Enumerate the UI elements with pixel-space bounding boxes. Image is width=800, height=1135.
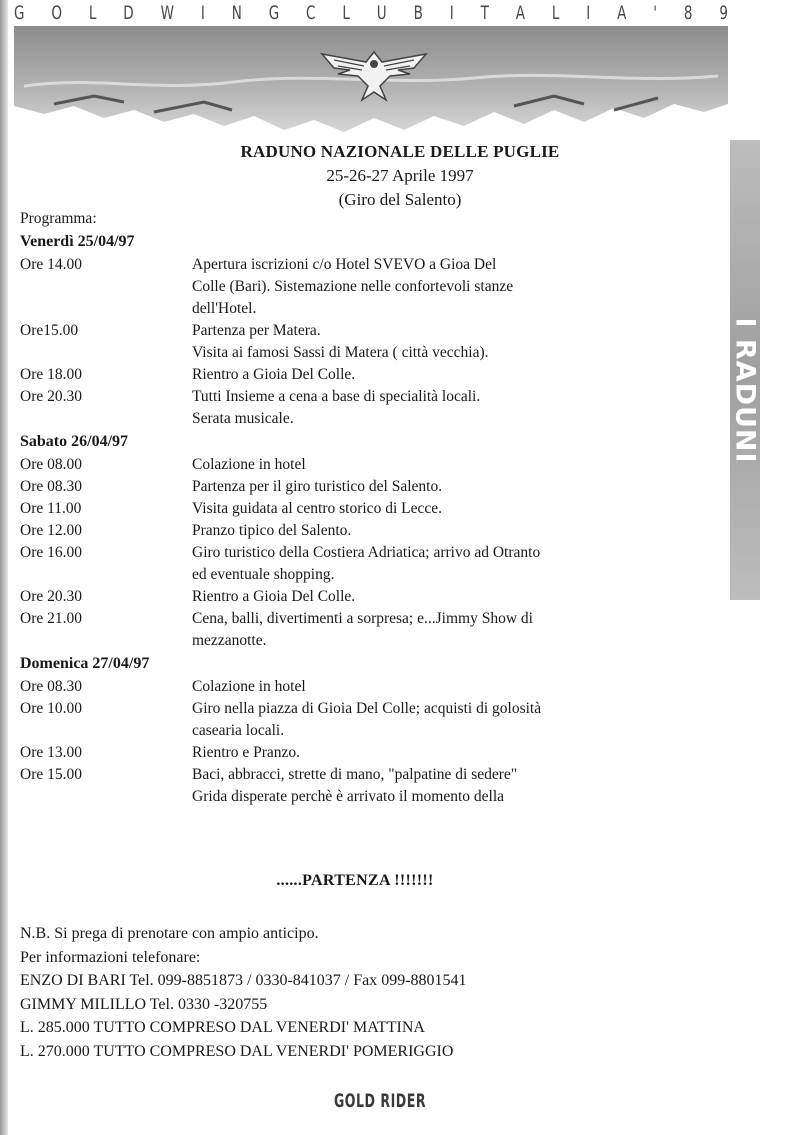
program-label: Programma: xyxy=(20,210,97,227)
schedule-row xyxy=(20,586,700,608)
header-letter: L xyxy=(551,1,560,24)
schedule-row xyxy=(20,498,700,520)
day-heading: Domenica 27/04/97 xyxy=(20,655,150,672)
schedule-row xyxy=(20,364,700,386)
header-letter: N xyxy=(231,1,242,24)
schedule-description-line: Rientro e Pranzo. xyxy=(192,744,301,761)
event-dates: 25-26-27 Aprile 1997 xyxy=(326,166,474,185)
header-letter: B xyxy=(413,1,423,24)
schedule-description-line: casearia locali. xyxy=(192,722,285,739)
schedule-description xyxy=(192,498,700,520)
header-letter: C xyxy=(306,1,316,24)
header-letter: I xyxy=(200,1,205,24)
footer-label: GOLD RIDER xyxy=(333,1091,427,1113)
schedule-description-line: Colazione in hotel xyxy=(192,456,306,473)
schedule-time: Ore 18.00 xyxy=(20,366,82,383)
schedule-description-line: Partenza per Matera. xyxy=(192,322,321,339)
schedule-description xyxy=(192,364,700,386)
header-letter: D xyxy=(123,1,134,24)
schedule-description-line: Partenza per il giro turistico del Salento. xyxy=(192,478,443,495)
header-letter: G xyxy=(14,1,25,24)
schedule-description xyxy=(192,520,700,542)
note-line: L. 285.000 TUTTO COMPRESO DAL VENERDI' MATTINA xyxy=(20,1019,425,1036)
header-banner xyxy=(14,1,728,138)
schedule-description-line: Pranzo tipico del Salento. xyxy=(192,522,352,539)
schedule-description-line: Colle (Bari). Sistemazione nelle confortevoli stanze xyxy=(192,278,514,295)
schedule-time: Ore 08.00 xyxy=(20,456,82,473)
header-letter: W xyxy=(160,1,174,24)
header-letter: G xyxy=(268,1,280,24)
header-letter: I xyxy=(586,1,591,24)
header-letter: O xyxy=(51,1,62,24)
binding-edge xyxy=(0,0,8,1135)
note-line: Per informazioni telefonare: xyxy=(20,948,201,966)
schedule-time: Ore 10.00 xyxy=(20,700,82,717)
note-line: ENZO DI BARI Tel. 099-8851873 / 0330-841037 / Fax 099-8801541 xyxy=(20,972,467,989)
program-days xyxy=(20,230,700,808)
schedule-time: Ore 21.00 xyxy=(20,610,82,627)
header-letter: A xyxy=(617,1,627,24)
schedule-description-line: Giro turistico della Costiera Adriatica; arrivo ad Otranto xyxy=(192,544,541,561)
schedule-description-line: Visita guidata al centro storico di Lecce. xyxy=(192,500,442,517)
schedule-description-line: Grida disperate perchè è arrivato il momento della xyxy=(192,788,505,805)
schedule-row xyxy=(20,698,700,742)
schedule-description-line: ed eventuale shopping. xyxy=(192,566,335,583)
note-line: GIMMY MILILLO Tel. 0330 -320755 xyxy=(20,995,268,1013)
side-section-label-wrap xyxy=(730,290,760,490)
event-subtitle: (Giro del Salento) xyxy=(338,190,462,209)
schedule-description-line: dell'Hotel. xyxy=(192,300,257,317)
schedule-description xyxy=(192,320,700,364)
schedule-row xyxy=(20,476,700,498)
schedule-time: Ore 14.00 xyxy=(20,256,82,273)
schedule-time: Ore 15.00 xyxy=(20,766,82,783)
schedule-description xyxy=(192,608,700,652)
schedule-description-line: Cena, balli, divertimenti a sorpresa; e...Jimmy Show di xyxy=(192,610,533,627)
schedule-time: Ore 11.00 xyxy=(20,500,82,517)
schedule-description xyxy=(192,698,700,742)
side-section-label: I RADUNI xyxy=(729,316,761,464)
schedule-description-line: mezzanotte. xyxy=(192,632,267,649)
header-letter: U xyxy=(376,1,387,24)
header-title-letters xyxy=(14,1,728,24)
header-letter: L xyxy=(88,1,97,24)
schedule-time: Ore 08.30 xyxy=(20,478,82,495)
schedule-row xyxy=(20,254,700,320)
schedule-time: Ore15.00 xyxy=(20,322,79,339)
schedule-row xyxy=(20,542,700,586)
schedule-description-line: Tutti Insieme a cena a base di specialità locali. xyxy=(192,388,481,405)
schedule-row xyxy=(20,320,700,364)
schedule-time: Ore 13.00 xyxy=(20,744,82,761)
schedule-row xyxy=(20,608,700,652)
header-letter: 8 xyxy=(683,1,693,24)
schedule-description-line: Serata musicale. xyxy=(192,410,294,427)
schedule-time: Ore 20.30 xyxy=(20,388,82,405)
event-title-block xyxy=(150,140,650,212)
schedule-row xyxy=(20,520,700,542)
schedule-description-line: Rientro a Gioia Del Colle. xyxy=(192,588,356,605)
note-line: L. 270.000 TUTTO COMPRESO DAL VENERDI' POMERIGGIO xyxy=(20,1042,454,1060)
partenza-headline: ......PARTENZA !!!!!!! xyxy=(276,872,434,889)
schedule-description xyxy=(192,676,700,698)
schedule-row xyxy=(20,676,700,698)
schedule-description xyxy=(192,454,700,476)
header-letter: L xyxy=(342,1,350,24)
schedule-description xyxy=(192,386,700,430)
header-letter: 9 xyxy=(719,1,728,24)
program-schedule xyxy=(20,208,700,808)
schedule-description xyxy=(192,586,700,608)
day-heading: Sabato 26/04/97 xyxy=(20,433,129,450)
schedule-row xyxy=(20,742,700,764)
schedule-description xyxy=(192,542,700,586)
header-letter: I xyxy=(449,1,454,24)
header-letter: A xyxy=(515,1,525,24)
schedule-row xyxy=(20,386,700,430)
schedule-row xyxy=(20,764,700,808)
schedule-description xyxy=(192,742,700,764)
schedule-description-line: Giro nella piazza di Gioia Del Colle; acquisti di golosità xyxy=(192,700,542,717)
footer-magazine-name xyxy=(310,1091,450,1113)
schedule-description-line: Baci, abbracci, strette di mano, "palpatine di sedere" xyxy=(192,766,518,783)
schedule-description xyxy=(192,476,700,498)
schedule-row xyxy=(20,454,700,476)
header-letter: ' xyxy=(653,1,657,24)
schedule-time: Ore 12.00 xyxy=(20,522,82,539)
notes-block xyxy=(20,922,720,1063)
event-title: RADUNO NAZIONALE DELLE PUGLIE xyxy=(240,142,560,161)
day-heading: Venerdì 25/04/97 xyxy=(20,233,135,250)
gold-wing-eagle-emblem-icon xyxy=(314,44,434,104)
header-letter: T xyxy=(480,1,489,24)
schedule-time: Ore 16.00 xyxy=(20,544,82,561)
schedule-time: Ore 08.30 xyxy=(20,678,82,695)
schedule-description xyxy=(192,254,700,320)
schedule-time: Ore 20.30 xyxy=(20,588,82,605)
schedule-description-line: Visita ai famosi Sassi di Matera ( città vecchia). xyxy=(192,344,489,361)
schedule-description-line: Apertura iscrizioni c/o Hotel SVEVO a Gioa Del xyxy=(192,256,497,273)
schedule-description xyxy=(192,764,700,808)
schedule-description-line: Rientro a Gioia Del Colle. xyxy=(192,366,356,383)
schedule-description-line: Colazione in hotel xyxy=(192,678,306,695)
note-line: N.B. Si prega di prenotare con ampio anticipo. xyxy=(20,925,319,942)
